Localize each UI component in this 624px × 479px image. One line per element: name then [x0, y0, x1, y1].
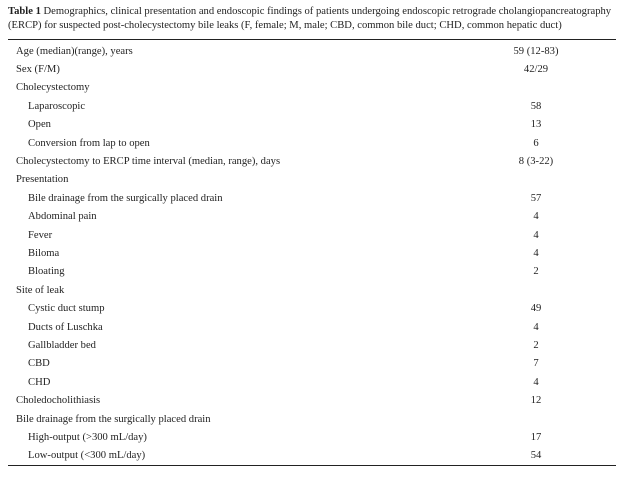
table-row — [8, 208, 616, 226]
row-value: 49 — [530, 303, 542, 315]
row-label: CBD — [28, 358, 50, 370]
table-row — [8, 226, 616, 244]
table-row — [8, 116, 616, 134]
row-value: 4 — [533, 211, 539, 223]
row-label: Bile drainage from the surgically placed drain — [16, 413, 211, 425]
row-value — [331, 79, 616, 97]
table-caption-label: Table 1 — [8, 6, 41, 17]
row-label: Fever — [28, 229, 53, 241]
row-label: Choledocholithiasis — [16, 395, 101, 407]
table-caption — [8, 5, 616, 33]
table-row — [8, 281, 616, 299]
table-row — [8, 244, 616, 262]
row-label: Sex (F/M) — [16, 64, 60, 76]
row-label: Low-output (<300 mL/day) — [28, 450, 146, 462]
row-label: Gallbladder bed — [28, 339, 96, 351]
table-row — [8, 336, 616, 354]
table-row — [8, 40, 616, 60]
table-row — [8, 60, 616, 78]
row-value — [331, 171, 616, 189]
row-value: 57 — [530, 192, 542, 204]
row-value: 6 — [533, 137, 539, 149]
row-value: 4 — [533, 229, 539, 241]
row-value: 8 (3-22) — [518, 156, 554, 168]
row-value: 2 — [533, 266, 539, 278]
table-row — [8, 373, 616, 391]
row-label: High-output (>300 mL/day) — [28, 431, 147, 443]
table-row — [8, 447, 616, 465]
data-table — [8, 40, 616, 465]
table-caption-text: Demographics, clinical presentation and endoscopic findings of patients undergoing endoscopic retrograde cholangiopancreatography (ERCP) for suspected post-cholecystectomy bile leaks (F, female; M, male; CBD, common bile duct; CHD, common hepatic duct) — [8, 6, 612, 31]
row-value: 59 (12-83) — [513, 45, 559, 57]
row-value: 4 — [533, 247, 539, 259]
row-label: Abdominal pain — [28, 211, 97, 223]
row-label: Cystic duct stump — [28, 303, 105, 315]
table-row — [8, 263, 616, 281]
table-row — [8, 152, 616, 170]
row-value: 12 — [530, 395, 542, 407]
table-bottom-rule — [8, 465, 616, 466]
row-value: 4 — [533, 376, 539, 388]
row-value: 58 — [530, 100, 542, 112]
row-label: Laparoscopic — [28, 100, 86, 112]
table-row — [8, 410, 616, 428]
row-label: Bile drainage from the surgically placed drain — [28, 192, 223, 204]
table-row — [8, 134, 616, 152]
row-value: 7 — [533, 358, 539, 370]
row-label: Cholecystectomy — [16, 82, 90, 94]
row-value: 54 — [530, 450, 542, 462]
table-row — [8, 355, 616, 373]
row-label: Biloma — [28, 247, 60, 259]
row-label: Conversion from lap to open — [28, 137, 150, 149]
row-label: Cholecystectomy to ERCP time interval (median, range), days — [16, 156, 281, 168]
table-row — [8, 391, 616, 409]
table-row — [8, 428, 616, 446]
row-label: Open — [28, 119, 51, 131]
table-row — [8, 79, 616, 97]
row-label: Presentation — [16, 174, 69, 186]
row-label: CHD — [28, 376, 51, 388]
row-value: 13 — [530, 119, 542, 131]
row-value: 17 — [530, 431, 542, 443]
row-value — [331, 410, 616, 428]
row-label: Age (median)(range), years — [16, 45, 133, 57]
table-row — [8, 171, 616, 189]
table-row — [8, 97, 616, 115]
row-label: Bloating — [28, 266, 65, 278]
row-value: 4 — [533, 321, 539, 333]
row-value: 42/29 — [523, 64, 549, 76]
table-row — [8, 189, 616, 207]
table-row — [8, 299, 616, 317]
table-body — [8, 40, 616, 465]
row-value — [331, 281, 616, 299]
row-label: Ducts of Luschka — [28, 321, 103, 333]
row-label: Site of leak — [16, 284, 65, 296]
table-row — [8, 318, 616, 336]
row-value: 2 — [533, 339, 539, 351]
